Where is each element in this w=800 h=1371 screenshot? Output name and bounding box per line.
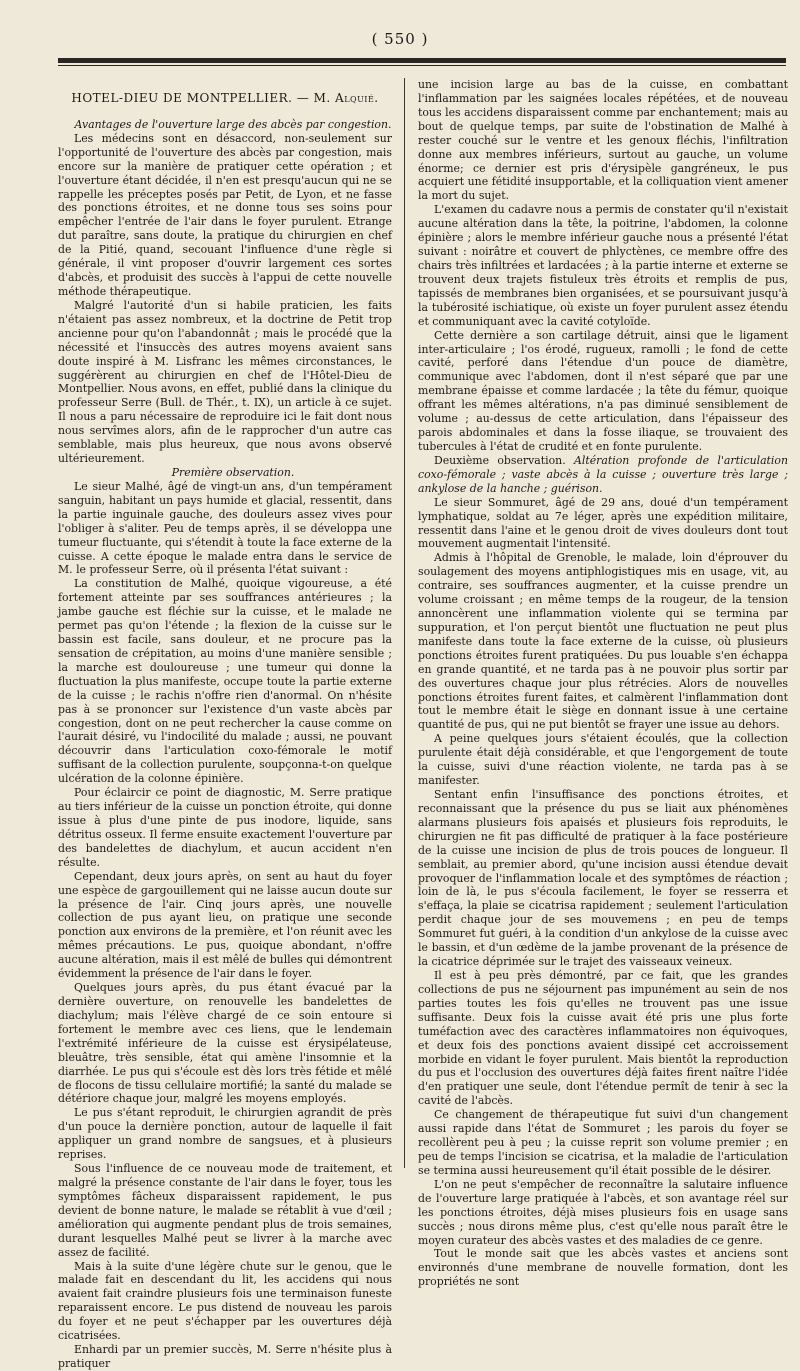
observation-title: Première observation. <box>171 465 295 479</box>
paragraph: Pour éclaircir ce point de diagnostic, M. Serre pratique au tiers inférieur de la cuisse un ponction étroite, qui donne issue à plus d'une pinte de pus inodore, liquide, sans détritus osseux. Il ferme ensuite exactement l'ouverture par des bandelettes de diachylum, et aucun accident n'en résulte. <box>58 786 392 869</box>
paragraph: Cependant, deux jours après, on sent au haut du foyer une espèce de gargouillement qui ne laisse aucun doute sur la présence de l'air. Cinq jours après, une nouvelle collection de pus ayant lieu, on pratique une seconde ponction aux environs de la première, et l'on réunit avec les mêmes précautions. Le pus, quoique abondant, n'offre aucune altération, mais il est mêlé de bulles qui démontrent évidemment la présence de l'air dans le foyer. <box>58 869 392 981</box>
paragraph: Tout le monde sait que les abcès vastes et anciens sont environnés d'une membrane de nouvelle formation, dont les propriétés ne sont <box>418 1247 788 1289</box>
paragraph: Sentant enfin l'insuffisance des ponctions étroites, et reconnaissant que la présence du pus se liait aux phénomènes alarmans plusieurs fois apaisés et plusieurs fois reproduits, le chirurgien ne fit pas difficulté de pratiquer à la face postérieure de la cuisse une incision de plus de trois pouces de longueur. Il semblait, au premier abord, qu'une incision aussi étendue devait provoquer de l'inflammation locale et des symptômes de réaction ; loin de là, le pus s'écoula facilement, le foyer se resserra et s'effaça, la plaie se cicatrisa rapidement ; seulement l'articulation perdit chaque jour de ses mouvemens ; en peu de temps Sommuret fut guéri, à la condition d'un ankylose de la cuisse avec le bassin, et d'un œdème de la jambe provenant de la présence de la cicatrice déprimée sur le trajet des vaisseaux veineux. <box>418 788 788 969</box>
paragraph: Malgré l'autorité d'un si habile praticien, les faits n'étaient pas assez nombreux, et la doctrine de Petit trop ancienne pour qu'on l'abandonnât ; mais le procédé que la nécessité et l'insuccès des autres moyens avaient sans doute inspiré à M. Lisfranc les mêmes circonstances, le suggérèrent au chirurgien en chef de l'Hôtel-Dieu de Montpellier. Nous avons, en effet, publié dans la clinique du professeur Serre (Bull. de Thér., t. IX), un article à ce sujet. Il nous a paru nécessaire de reproduire ici le fait dont nous nous servîmes alors, afin de le rapprocher d'un autre cas semblable, mais plus heureux, que nous avons observé ultérieurement. <box>58 298 392 466</box>
column-divider <box>404 78 405 1168</box>
paragraph: Les médecins sont en désaccord, non-seulement sur l'opportunité de l'ouverture des abcès par congestion, mais encore sur la manière de pratiquer cette opération ; et l'ouverture étant décidée, il n'en est presqu'aucun qui ne se rappelle les préceptes posés par Petit, de Lyon, et ne fasse des ponctions étroites, et ne donne tous ses soins pour empêcher l'entrée de l'air dans le foyer purulent. Etrange dut paraître, sans doute, la pratique du chirurgien en chef de la Pitié, quand, secouant l'influence d'une règle si générale, il vint proposer d'ouvrir largement ces sortes d'abcès, et produisit des succès à l'appui de cette nouvelle méthode thérapeutique. <box>58 131 392 298</box>
paragraph: Le sieur Malhé, âgé de vingt-un ans, d'un tempérament sanguin, habitant un pays humide et glacial, ressentit, dans la partie inguinale gauche, des douleurs assez vives pour l'obliger à s'aliter. Peu de temps après, il se développa une tumeur fluctuante, qui s'étendit à toute la face externe de la cuisse. A cette époque le malade entra dans le service de M. le professeur Serre, où il présenta l'état suivant : <box>58 479 392 577</box>
paragraph: Ce changement de thérapeutique fut suivi d'un changement aussi rapide dans l'état de Sommuret ; les parois du foyer se recollèrent peu à peu ; la cuisse reprit son volume premier ; en peu de temps l'incision se cicatrisa, et la maladie de l'articulation se termina aussi heureusement qu'il était possible de le désirer. <box>418 1108 788 1177</box>
paragraph: Quelques jours après, du pus étant évacué par la dernière ouverture, on renouvelle les bandelettes de diachylum; mais l'élève chargé de ce soin entoure si fortement le membre avec ces liens, que le lendemain l'extrémité inférieure de la cuisse est érysipélateuse, bleuâtre, très sensible, état qui amène l'insomnie et la diarrhée. Le pus qui s'écoule est dès lors très fétide et mêlé de flocons de tissu cellulaire mortifié; la santé du malade se détériore chaque jour, malgré les moyens employés. <box>58 981 392 1106</box>
paragraph: L'examen du cadavre nous a permis de constater qu'il n'existait aucune altération dans la tête, la poitrine, l'abdomen, la colonne épinière ; alors le membre inférieur gauche nous a présenté l'état suivant : noirâtre et couvert de phlyctènes, ce membre offre des chairs très infiltrées et lardacées ; à la partie interne et externe se trouvent deux trajets fistuleux très étroits et remplis de pus, tapissés de membranes bien organisées, et se poursuivant jusqu'à la tubérosité ischiatique, où existe un foyer purulent assez étendu et communiquant avec la cavité cotyloïde. <box>418 203 788 328</box>
paragraph: L'on ne peut s'empêcher de reconnaître la salutaire influence de l'ouverture large pratiquée à l'abcès, et son avantage réel sur les ponctions étroites, déjà mises plusieurs fois en usage sans succès ; nous dirons même plus, c'est qu'elle nous paraît être le moyen curateur des abcès vastes et des maladies de ce genre. <box>418 1177 788 1247</box>
paragraph: A peine quelques jours s'étaient écoulés, que la collection purulente était déjà considérable, et que l'engorgement de toute la cuisse, suivi d'une réaction violente, ne tarda pas à se manifester. <box>418 732 788 788</box>
right-column <box>418 78 788 1289</box>
observation-title <box>418 454 788 496</box>
article-subtitle: Avantages de l'ouverture large des abcès par congestion. <box>74 117 392 131</box>
paragraph: Sous l'influence de ce nouveau mode de traitement, et malgré la présence constante de l'air dans le foyer, tous les symptômes fâcheux disparaissent rapidement, le pus devient de bonne nature, le malade se rétablit à vue d'œil ; amélioration qui augmente pendant plus de trois semaines, durant lesquelles Malhé peut se livrer à la marche avec assez de facilité. <box>58 1162 392 1259</box>
paragraph: Cette dernière a son cartilage détruit, ainsi que le ligament inter-articulaire ; l'os érodé, rugueux, ramolli ; le fond de cette cavité, perforé dans l'étendue d'un pouce de diamètre, communique avec l'abdomen, dont il n'est séparé que par une membrane épaisse et comme lardacée ; la tête du fémur, quoique offrant les mêmes altérations, n'a pas diminué sensiblement de volume ; au-dessus de cette articulation, dans l'épaisseur des parois abdominales et dans la fosse iliaque, se trouvaient des tubercules à l'état de crudité et en fonte purulente. <box>418 328 788 453</box>
paragraph: Mais à la suite d'une légère chute sur le genou, que le malade fait en descendant du lit, les accidens qui nous avaient fait craindre plusieurs fois une terminaison funeste reparaissent encore. Le pus distend de nouveau les parois du foyer et ne peut s'échapper par les ouvertures déjà cicatrisées. <box>58 1259 392 1343</box>
paragraph: Le pus s'étant reproduit, le chirurgien agrandit de près d'un pouce la dernière ponction, autour de laquelle il fait appliquer un grand nombre de sangsues, et à plusieurs reprises. <box>58 1106 392 1162</box>
paragraph: Il est à peu près démontré, par ce fait, que les grandes collections de pus ne séjournent pas impunément au sein de nos parties toutes les fois qu'elles ne trouvent pas une issue suffisante. Deux fois la cuisse avait été pris une plus forte tuméfaction avec des caractères inflammatoires non équivoques, et deux fois des ponctions avaient dissipé cet accroissement morbide en vidant le foyer purulent. Mais bientôt la reproduction du pus et l'occlusion des ouvertures déjà faites firent naître l'idée d'en pratiquer une seule, dont l'étendue permît de tenir à sec la cavité de l'abcès. <box>418 969 788 1108</box>
page-number: ( 550 ) <box>371 30 429 48</box>
heading-author: — M. Alquié. <box>296 91 379 105</box>
observation-label: Deuxième observation. <box>434 453 566 467</box>
observation-summary: Altération profonde de l'articulation coxo-fémorale ; vaste abcès à la cuisse ; ouverture très large ; ankylose de la hanche ; guérison. <box>418 453 788 495</box>
header-rule <box>58 58 786 63</box>
heading-place: HOTEL-DIEU DE MONTPELLIER. <box>71 91 293 105</box>
article-heading <box>58 92 392 106</box>
paragraph: Enhardi par un premier succès, M. Serre n'hésite plus à pratiquer <box>58 1343 392 1370</box>
paragraph: Le sieur Sommuret, âgé de 29 ans, doué d'un tempérament lymphatique, soldat au 7e léger, après une expédition militaire, ressentit dans l'aine et le genou droit de vives douleurs dont tout mouvement augmentait l'intensité. <box>418 495 788 551</box>
paragraph: une incision large au bas de la cuisse, en combattant l'inflammation par les saignées locales répétées, et de nouveau tous les accidens disparaissent comme par enchantement; mais au bout de quelque temps, par suite de l'obstination de Malhé à rester couché sur le ventre et les genoux fléchis, l'infiltration donne aux membres inférieurs, surtout au gauche, un volume énorme; ce dernier est pris d'érysipèle gangréneux, le pus acquiert une fétidité insupportable, et la colliquation vient amener la mort du sujet. <box>418 78 788 203</box>
paragraph: La constitution de Malhé, quoique vigoureuse, a été fortement atteinte par ses souffrances antérieures ; la jambe gauche est fléchie sur la cuisse, et le malade ne permet pas qu'on l'étende ; la flexion de la cuisse sur le bassin est facile, sans douleur, et ne procure pas la sensation de crépitation, au moins d'une manière sensible ; la marche est douloureuse ; une tumeur qui donne la fluctuation la plus manifeste, occupe toute la partie externe de la cuisse ; le rachis n'offre rien d'anormal. On n'hésite pas à se prononcer sur l'existence d'un vaste abcès par congestion, dont on ne peut rechercher la cause comme on l'aurait désiré, vu l'indocilité du malade ; aussi, ne pouvant découvrir dans l'articulation coxo-fémorale le motif suffisant de la collection purulente, soupçonna-t-on quelque ulcération de la colonne épinière. <box>58 577 392 786</box>
paragraph: Admis à l'hôpital de Grenoble, le malade, loin d'éprouver du soulagement des moyens antiphlogistiques mis en usage, vit, au contraire, ses souffrances augmenter, et la cuisse prendre un volume croissant ; en même temps de la rougeur, de la tension annoncèrent une inflammation violente qui se termina par suppuration, et l'on perçut bientôt une fluctuation ne peut plus manifeste dans toute la face externe de la cuisse, où plusieurs ponctions étroites furent pratiquées. Du pus louable s'en échappa en grande quantité, et ne tarda pas à ne pouvoir plus sortir par des ouvertures chaque jour plus rétrécies. Alors de nouvelles ponctions étroites furent faites, et calmèrent l'inflammation dont tout le membre était le siège en donnant issue à une certaine quantité de pus, qui ne put bientôt se frayer une issue au dehors. <box>418 551 788 732</box>
left-column <box>58 78 392 1371</box>
header-rule-thin <box>58 65 786 66</box>
